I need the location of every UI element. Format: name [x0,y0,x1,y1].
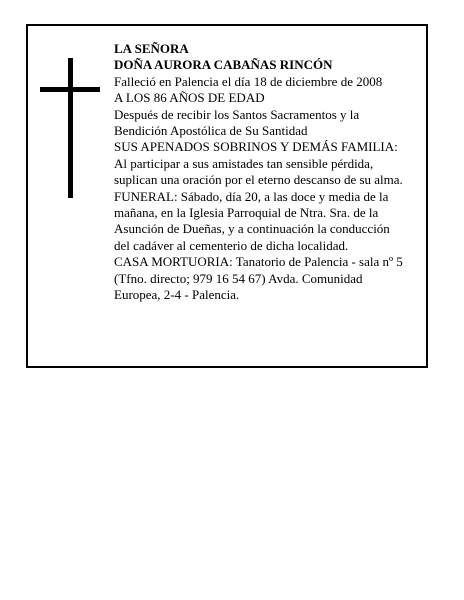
obituary-text [114,41,424,304]
funeral-line-1: FUNERAL: Sábado, día 20, a las doce y media de la [114,188,389,204]
sacraments-line-2: Bendición Apostólica de Su Santidad [114,123,308,139]
mortuary-line-3: Europea, 2-4 - Palencia. [114,287,240,303]
mortuary-line-2: (Tfno. directo; 979 16 54 67) Avda. Comunidad [114,270,363,286]
funeral-line-3: Asunción de Dueñas, y a continuación la conducción [114,221,390,237]
obituary-frame [26,24,428,368]
family-message-line-1: Al participar a sus amistades tan sensible pérdida, [114,155,374,171]
death-date-line: Falleció en Palencia el día 18 de diciembre de 2008 [114,73,383,89]
mortuary-line-1: CASA MORTUORIA: Tanatorio de Palencia - sala nº 5 [114,254,403,270]
sacraments-line-1: Después de recibir los Santos Sacramentos y la [114,106,360,122]
cross-horizontal-bar [40,87,100,92]
funeral-line-4: del cadáver al cementerio de dicha localidad. [114,237,349,253]
funeral-line-2: mañana, en la Iglesia Parroquial de Ntra. Sra. de la [114,205,379,221]
deceased-name: DOÑA AURORA CABAÑAS RINCÓN [114,57,333,73]
cross-vertical-bar [68,58,73,198]
family-heading: SUS APENADOS SOBRINOS Y DEMÁS FAMILIA: [114,139,398,155]
honorific-line: LA SEÑORA [114,41,189,56]
family-message-line-2: suplican una oración por el eterno descanso de su alma. [114,172,403,188]
age-line: A LOS 86 AÑOS DE EDAD [114,90,265,106]
